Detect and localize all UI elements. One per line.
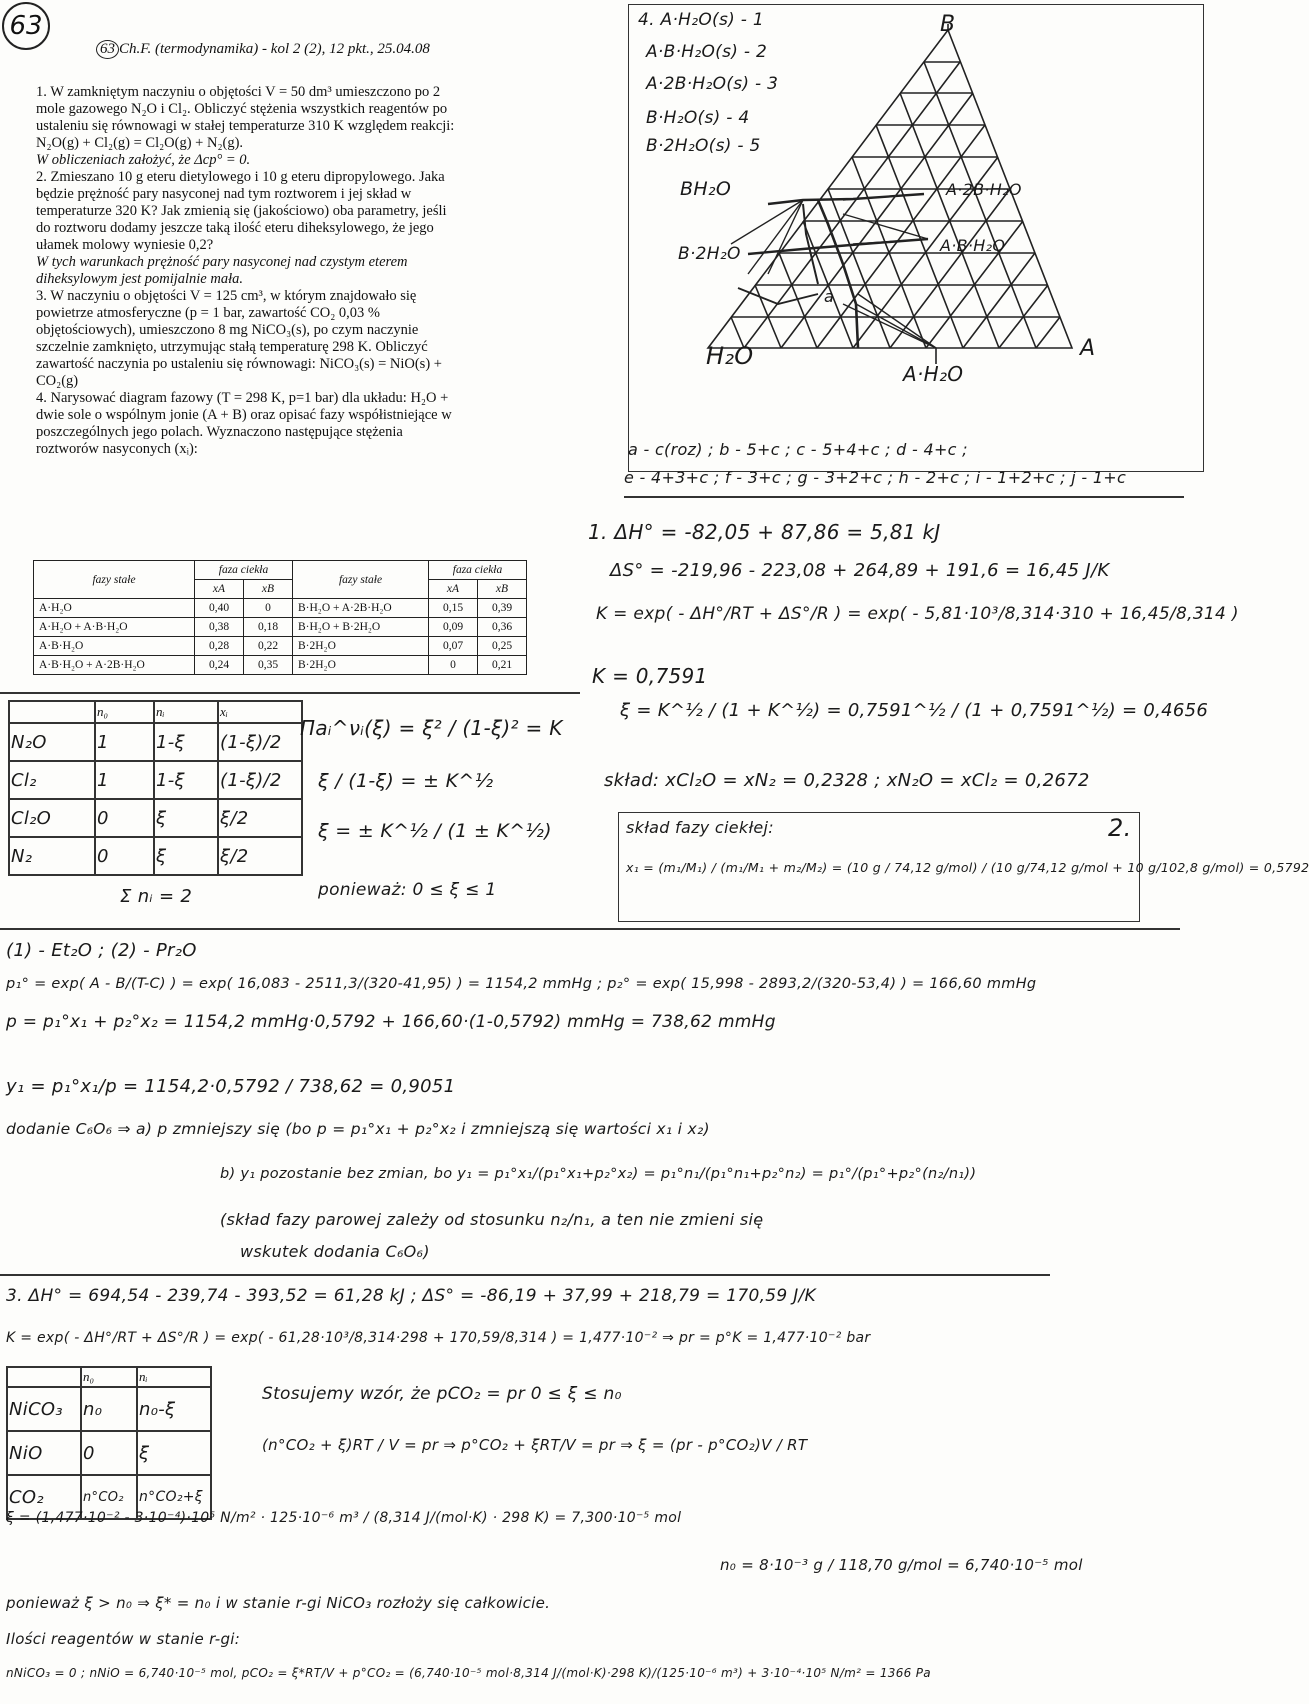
cell: A·B·H₂O: [34, 637, 195, 656]
cell: ξ/2: [218, 799, 302, 837]
legend-line-4: B·H₂O(s) - 4: [646, 108, 750, 128]
table-row: [34, 637, 527, 656]
col-header-solid-2: fazy stałe: [293, 561, 429, 599]
label-b2h2o: B·2H₂O: [678, 244, 741, 264]
sol2-liquid-header: skład fazy ciekłej:: [626, 818, 774, 837]
cell: n₀: [81, 1367, 137, 1387]
sol3-n0: n₀ = 8·10⁻³ g / 118,70 g/mol = 6,740·10⁻⁵ mol: [720, 1556, 1083, 1574]
divider: [624, 496, 1184, 498]
sub-xb: xB: [244, 580, 293, 599]
cell: 0: [81, 1431, 137, 1475]
sol1-constraint: ponieważ: 0 ≤ ξ ≤ 1: [318, 880, 497, 900]
fields-line-1: a - c(roz) ; b - 5+c ; c - 5+4+c ; d - 4+c ;: [628, 440, 968, 459]
sol3-xi: ξ = (1,477·10⁻² - 3·10⁻⁴)·10⁵ N/m² · 125·10⁻⁶ m³ / (8,314 J/(mol·K) · 298 K) = 7,300·10⁻⁵ mol: [6, 1510, 682, 1526]
label-ah2o: A·H₂O: [903, 362, 964, 386]
p4-line-2: dwie sole o wspólnym jonie (A + B) oraz opisać fazy współistniejące w: [36, 407, 452, 423]
cell: n°CO₂+ξ: [137, 1475, 211, 1519]
cell: ξ/2: [218, 837, 302, 875]
p2-note-1: W tych warunkach prężność pary nasyconej nad czystym eterem: [36, 254, 408, 270]
cell: 0,40: [195, 599, 244, 618]
cell: 0: [244, 599, 293, 618]
p2-line-2: będzie prężność pary nasyconej nad tym roztworem i jej skład w: [36, 186, 412, 202]
label-field-a: a: [824, 287, 835, 306]
vertex-a-label: A: [1080, 336, 1096, 361]
cell: 0,38: [195, 618, 244, 637]
table-row: [7, 1431, 211, 1475]
p1-line-1: 1. W zamkniętym naczyniu o objętości V = 50 dm³ umieszczono po 2: [36, 84, 441, 100]
cell: 0,25: [478, 637, 527, 656]
p3-line-5: zawartość naczynia po ustaleniu się równowagi: NiCO₃(s) = NiO(s) +: [36, 356, 442, 372]
cell: 1-ξ: [154, 761, 218, 799]
legend-line-2: A·B·H₂O(s) - 2: [646, 42, 768, 62]
vertex-b-label: B: [940, 12, 956, 37]
sol1-xi: ξ = K^½ / (1 + K^½) = 0,7591^½ / (1 + 0,7591^½) = 0,4656: [620, 700, 1209, 721]
p1-line-4: N₂O(g) + Cl₂(g) = Cl₂O(g) + N₂(g).: [36, 135, 244, 151]
page-number-badge: 63: [2, 2, 50, 50]
sol2-x1: x₁ = (m₁/M₁) / (m₁/M₁ + m₂/M₂) = (10 g / 74,12 g/mol) / (10 g/74,12 g/mol + 10 g/102,8 g/mol) = 0,5792: [626, 860, 1309, 875]
legend-line-3: A·2B·H₂O(s) - 3: [646, 74, 779, 94]
sol1-frac-1: ξ / (1-ξ) = ± K^½: [318, 770, 494, 792]
header-number: 63: [96, 40, 119, 59]
cell: n₀: [81, 1387, 137, 1431]
p2-line-5: ułamek molowy wyniesie 0,2?: [36, 237, 214, 253]
sol3-k: K = exp( - ΔH°/RT + ΔS°/R ) = exp( - 61,28·10³/8,314·298 + 170,59/8,314 ) = 1,477·10⁻² ⇒ pr = p°K = 1,477·10⁻² bar: [6, 1330, 871, 1346]
divider: [0, 1274, 1050, 1276]
cell: Cl₂O: [9, 799, 95, 837]
sol3-dh-ds: 3. ΔH° = 694,54 - 239,74 - 393,52 = 61,28 kJ ; ΔS° = -86,19 + 37,99 + 218,79 = 170,59 J/K: [6, 1286, 816, 1306]
table-row: [34, 599, 527, 618]
table-row: [34, 618, 527, 637]
table-row: [7, 1367, 211, 1387]
cell: N₂: [9, 837, 95, 875]
sol3-amounts-header: Ilości reagentów w stanie r-gi:: [6, 1630, 241, 1648]
cell: 0,18: [244, 618, 293, 637]
cell: ξ: [154, 837, 218, 875]
p2-note-2: diheksylowym jest pomijalnie mała.: [36, 271, 243, 287]
divider: [0, 928, 1180, 930]
p4-line-4: roztworów nasyconych (xᵢ):: [36, 441, 198, 457]
cell: [9, 701, 95, 723]
p3-line-3: objętościowych), umieszczono 8 mg NiCO₃(s), po czym naczynie: [36, 322, 419, 338]
table-row: [9, 761, 302, 799]
cell: n°CO₂: [81, 1475, 137, 1519]
p1-note: W obliczeniach założyć, że Δcp° = 0.: [36, 152, 251, 168]
cell: B·H₂O + A·2B·H₂O: [293, 599, 429, 618]
header-text: Ch.F. (termodynamika) - kol 2 (2), 12 pkt., 25.04.08: [119, 41, 430, 57]
phase-data-table: [33, 560, 527, 675]
cell: 1: [95, 761, 154, 799]
label-bh2o: BH₂O: [680, 178, 732, 200]
sol3-final: nNiCO₃ = 0 ; nNiO = 6,740·10⁻⁵ mol, pCO₂ = ξ*RT/V + p°CO₂ = (6,740·10⁻⁵ mol·8,314 J/(mol·K)·298 K)/(125·10⁻⁶ m³) + 3·10⁻⁴·10⁵ N/m² = 1366 Pa: [6, 1666, 931, 1680]
cell: Cl₂: [9, 761, 95, 799]
fields-line-2: e - 4+3+c ; f - 3+c ; g - 3+2+c ; h - 2+c ; i - 1+2+c ; j - 1+c: [624, 468, 1127, 487]
cell: n₀-ξ: [137, 1387, 211, 1431]
cell: A·H₂O: [34, 599, 195, 618]
sol2-components: (1) - Et₂O ; (2) - Pr₂O: [6, 940, 197, 961]
sol1-table: [8, 700, 303, 876]
legend-line-5: B·2H₂O(s) - 5: [646, 136, 761, 156]
cell: 0,09: [429, 618, 478, 637]
sol3-assumption: Stosujemy wzór, że pCO₂ = pr 0 ≤ ξ ≤ n₀: [262, 1384, 622, 1404]
sol1-frac-2: ξ = ± K^½ / (1 ± K^½): [318, 820, 552, 842]
cell: 0,28: [195, 637, 244, 656]
cell: B·H₂O + B·2H₂O: [293, 618, 429, 637]
table-row: [9, 723, 302, 761]
divider: [0, 692, 580, 694]
sol1-sum: Σ nᵢ = 2: [120, 886, 193, 907]
cell: 0,36: [478, 618, 527, 637]
sol2-total-pressure: p = p₁°x₁ + p₂°x₂ = 1154,2 mmHg·0,5792 + 166,60·(1-0,5792) mmHg = 738,62 mmHg: [6, 1012, 776, 1032]
cell: nᵢ: [154, 701, 218, 723]
cell: NiO: [7, 1431, 81, 1475]
sol2-number: 2.: [1108, 814, 1132, 842]
sub-xa: xA: [195, 580, 244, 599]
legend-line-1: 4. A·H₂O(s) - 1: [638, 10, 765, 30]
exam-header: [96, 40, 430, 59]
vertex-h2o-label: H₂O: [706, 342, 754, 370]
cell: xᵢ: [218, 701, 302, 723]
cell: 0,35: [244, 656, 293, 675]
table-row: [9, 701, 302, 723]
cell: 0,24: [195, 656, 244, 675]
sol2-note-1: (skład fazy parowej zależy od stosunku n₂/n₁, a ten nie zmieni się: [220, 1210, 764, 1229]
table-row: [9, 799, 302, 837]
sub-xb-2: xB: [478, 580, 527, 599]
p1-line-3: ustaleniu się równowagi w stałej temperaturze 310 K względem reakcji:: [36, 118, 455, 134]
cell: 0,39: [478, 599, 527, 618]
table-row: [34, 656, 527, 675]
cell: 0,21: [478, 656, 527, 675]
p3-line-1: 3. W naczyniu o objętości V = 125 cm³, w którym znajdowało się: [36, 288, 417, 304]
cell: (1-ξ)/2: [218, 723, 302, 761]
col-header-liquid-2: faza ciekła: [429, 561, 527, 580]
sol3-equation: (n°CO₂ + ξ)RT / V = pr ⇒ p°CO₂ + ξRT/V = pr ⇒ ξ = (pr - p°CO₂)V / RT: [262, 1436, 808, 1454]
sol1-k-value: K = 0,7591: [592, 664, 708, 688]
cell: NiCO₃: [7, 1387, 81, 1431]
cell: 0,22: [244, 637, 293, 656]
cell: 0,07: [429, 637, 478, 656]
p2-line-4: do roztworu dodamy jeszcze taką ilość eteru diheksylowego, że jego: [36, 220, 434, 236]
p3-line-2: powietrze atmosferyczne (p = 1 bar, zawartość CO₂ 0,03 %: [36, 305, 381, 321]
label-abh2o: A·B·H₂O: [940, 236, 1006, 255]
cell: 1: [95, 723, 154, 761]
cell: A·H₂O + A·B·H₂O: [34, 618, 195, 637]
p4-line-3: poszczególnych jego polach. Wyznaczono następujące stężenia: [36, 424, 403, 440]
sol2-effect-a: dodanie C₆O₆ ⇒ a) p zmniejszy się (bo p = p₁°x₁ + p₂°x₂ i zmniejszą się wartości x₁ i x₂): [6, 1120, 710, 1138]
sol1-dh: 1. ΔH° = -82,05 + 87,86 = 5,81 kJ: [588, 520, 941, 544]
table-row: [9, 837, 302, 875]
sol2-note-2: wskutek dodania C₆O₆): [240, 1242, 430, 1261]
cell: 1-ξ: [154, 723, 218, 761]
cell: 0,15: [429, 599, 478, 618]
cell: N₂O: [9, 723, 95, 761]
cell: nᵢ: [137, 1367, 211, 1387]
cell: B·2H₂O: [293, 637, 429, 656]
p3-line-6: CO₂(g): [36, 373, 79, 389]
col-header-solid: fazy stałe: [34, 561, 195, 599]
cell: A·B·H₂O + A·2B·H₂O: [34, 656, 195, 675]
sol1-ds: ΔS° = -219,96 - 223,08 + 264,89 + 191,6 = 16,45 J/K: [610, 560, 1110, 581]
sol1-k: K = exp( - ΔH°/RT + ΔS°/R ) = exp( - 5,81·10³/8,314·310 + 16,45/8,314 ): [596, 604, 1239, 624]
sol3-conclusion: ponieważ ξ > n₀ ⇒ ξ* = n₀ i w stanie r-gi NiCO₃ rozłoży się całkowicie.: [6, 1594, 551, 1612]
sol1-composition: skład: xCl₂O = xN₂ = 0,2328 ; xN₂O = xCl₂ = 0,2672: [604, 770, 1090, 791]
sol2-vapor-pressures: p₁° = exp( A - B/(T-C) ) = exp( 16,083 - 2511,3/(320-41,95) ) = 1154,2 mmHg ; p₂° = exp( 15,998 - 2893,2/(320-53,4) ) = 166,60 mmHg: [6, 976, 1037, 992]
table-row: [7, 1387, 211, 1431]
label-a2bh2o: A·2B·H₂O: [946, 180, 1022, 199]
cell: 0: [95, 837, 154, 875]
sol2-y1: y₁ = p₁°x₁/p = 1154,2·0,5792 / 738,62 = 0,9051: [6, 1076, 456, 1097]
cell: ξ: [154, 799, 218, 837]
sol2-effect-b: b) y₁ pozostanie bez zmian, bo y₁ = p₁°x₁/(p₁°x₁+p₂°x₂) = p₁°n₁/(p₁°n₁+p₂°n₂) = p₁°/(p₁°+p₂°(n₂/n₁)): [220, 1166, 977, 1182]
cell: (1-ξ)/2: [218, 761, 302, 799]
col-header-liquid: faza ciekła: [195, 561, 293, 580]
p1-line-2: mole gazowego N₂O i Cl₂. Obliczyć stężenia wszystkich reagentów po: [36, 101, 448, 117]
sol1-product: Πaᵢ^νᵢ(ξ) = ξ² / (1-ξ)² = K: [300, 716, 563, 740]
cell: CO₂: [7, 1475, 81, 1519]
problem-statements: [36, 84, 576, 458]
p2-line-1: 2. Zmieszano 10 g eteru dietylowego i 10 g eteru dipropylowego. Jaka: [36, 169, 445, 185]
sub-xa-2: xA: [429, 580, 478, 599]
phase-diagram: [628, 4, 1206, 474]
cell: [7, 1367, 81, 1387]
cell: 0: [429, 656, 478, 675]
cell: 0: [95, 799, 154, 837]
cell: ξ: [137, 1431, 211, 1475]
cell: B·2H₂O: [293, 656, 429, 675]
p2-line-3: temperaturze 320 K? Jak zmienią się (jakościowo) oba parametry, jeśli: [36, 203, 447, 219]
p3-line-4: szczelnie zamknięto, utrzymując stałą temperaturę 298 K. Obliczyć: [36, 339, 428, 355]
sol3-table: [6, 1366, 212, 1520]
p4-line-1: 4. Narysować diagram fazowy (T = 298 K, p=1 bar) dla układu: H₂O +: [36, 390, 449, 406]
cell: n₀: [95, 701, 154, 723]
